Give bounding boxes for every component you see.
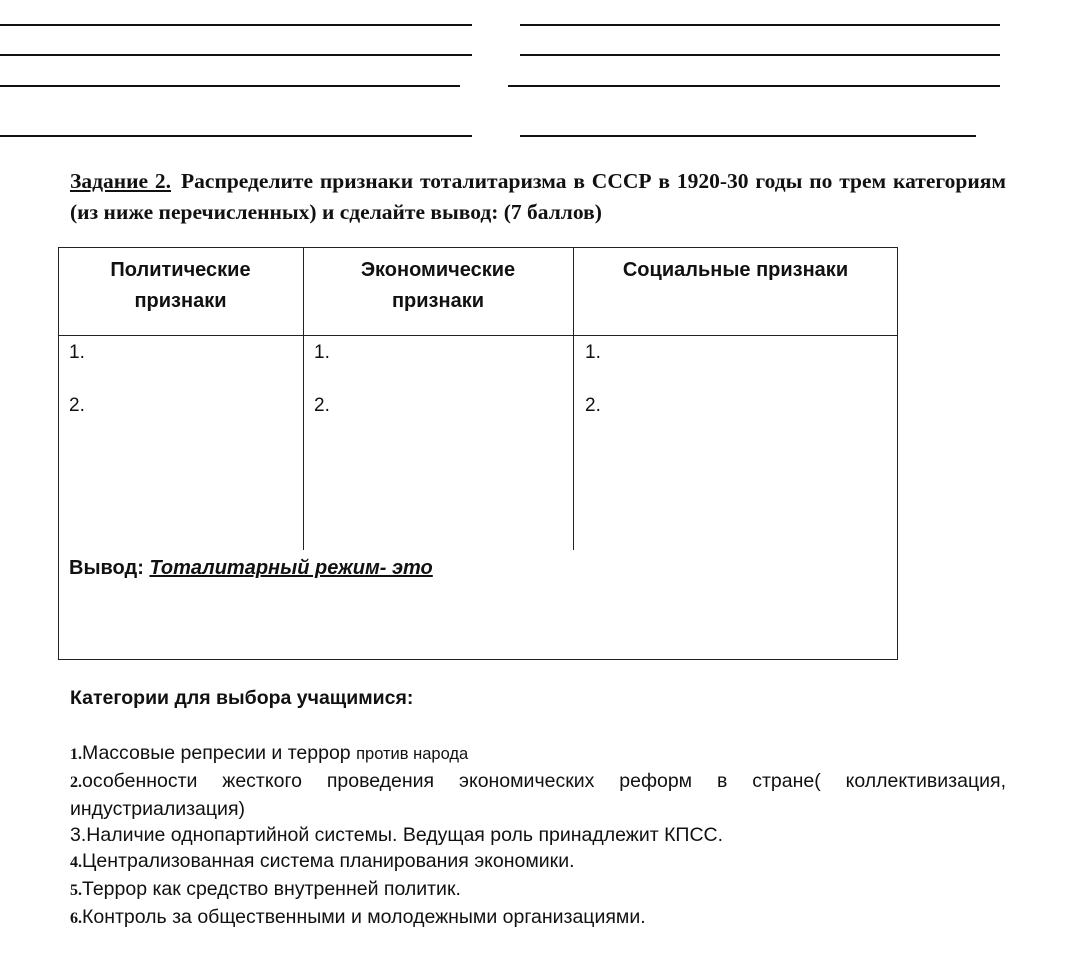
task-text: Распределите признаки тоталитаризма в СССР в 1920-30 годы по трем категориям (из ниже перечисленных) и сделайте вывод: (7 баллов) <box>70 169 1006 224</box>
header-political: Политические признаки <box>110 259 251 312</box>
answer-line <box>0 54 472 56</box>
table-border-top <box>58 247 898 248</box>
conclusion <box>69 557 433 580</box>
item-number: 5. <box>70 882 82 899</box>
list-item <box>70 904 1006 932</box>
list-item <box>70 848 1006 876</box>
item-number: 3. <box>70 824 87 846</box>
answer-line <box>0 135 472 137</box>
item-text: Наличие однопартийной системы. Ведущая роль принадлежит КПСС. <box>86 824 724 846</box>
table-border-left <box>58 247 59 660</box>
list-item <box>70 768 1006 822</box>
answer-line <box>520 54 1000 56</box>
answer-line <box>508 85 1000 87</box>
item-text: Террор как средство внутренней политик. <box>82 878 461 900</box>
item-number: 4. <box>70 854 82 871</box>
row-number: 1. <box>69 342 85 363</box>
item-text: Контроль за общественными и молодежными организациями. <box>82 906 646 928</box>
item-number: 1. <box>70 746 82 763</box>
categories-title: Категории для выбора учащимися: <box>70 687 414 709</box>
header-divider <box>58 335 898 336</box>
table-border-right <box>897 247 898 660</box>
list-item <box>70 876 1006 904</box>
item-number: 6. <box>70 910 82 927</box>
categories-list <box>70 740 1006 932</box>
answer-line <box>0 85 460 87</box>
item-text-small: против народа <box>356 745 469 763</box>
item-text: особенности жесткого проведения экономических реформ в стране( коллективизация, индустриализация) <box>70 770 1006 820</box>
conclusion-label: Вывод: <box>69 557 144 579</box>
header-social: Социальные признаки <box>622 259 849 281</box>
answer-line <box>520 24 1000 26</box>
row-number: 2. <box>585 395 601 416</box>
answer-line <box>520 135 976 137</box>
row-number: 2. <box>69 395 85 416</box>
header-economic: Экономические признаки <box>360 259 516 312</box>
row-number: 2. <box>314 395 330 416</box>
item-text: Массовые репресии и террор <box>82 742 357 764</box>
column-divider <box>303 247 304 550</box>
row-number: 1. <box>314 342 330 363</box>
row-number: 1. <box>585 342 601 363</box>
list-item <box>70 740 1006 768</box>
task-statement <box>70 166 1006 228</box>
table-border-bottom <box>58 659 898 660</box>
item-text: Централизованная система планирования экономики. <box>82 850 575 872</box>
item-number: 2. <box>70 774 82 791</box>
list-item <box>70 822 1006 848</box>
conclusion-text: Тоталитарный режим- это <box>149 557 433 579</box>
answer-line <box>0 24 472 26</box>
classification-table <box>58 247 898 660</box>
task-label: Задание 2. <box>70 169 172 193</box>
column-divider <box>573 247 574 550</box>
